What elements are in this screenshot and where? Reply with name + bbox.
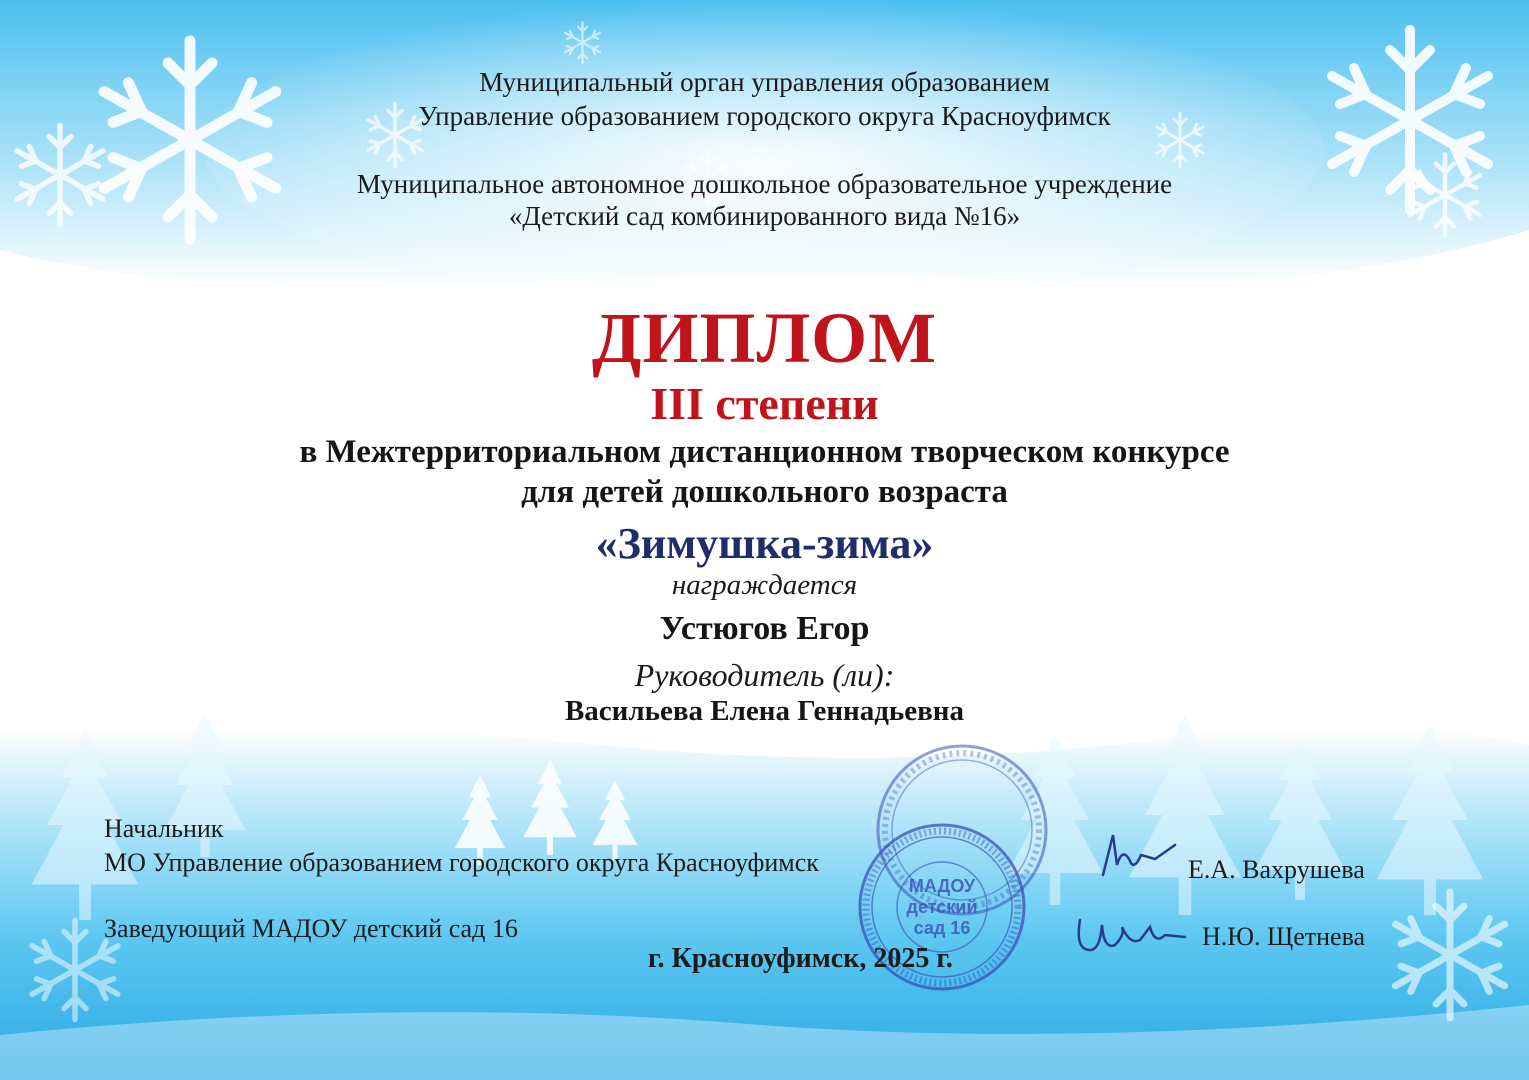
signer2-position: Заведующий МАДОУ детский сад 16 (104, 914, 518, 943)
contest-name: «Зимушка-зима» (595, 519, 934, 568)
handwritten-signature-2 (1070, 905, 1190, 965)
stamp-text-line3: сад 16 (913, 918, 971, 938)
handwritten-signature-1 (1095, 825, 1180, 885)
org-name-line2: Управление образованием городского округа Красноуфимск (418, 101, 1111, 131)
stamp-text-line1: МАДОУ (908, 876, 976, 896)
institution-name-line2: «Детский сад комбинированного вида №16» (508, 201, 1021, 231)
signer2-name: Н.Ю. Щетнева (1202, 922, 1366, 951)
contest-description-line1: в Межтерриториальном дистанционном творческом конкурсе (299, 434, 1230, 470)
bottom-winter-background (0, 705, 1529, 1080)
supervisor-name: Васильева Елена Геннадьевна (564, 695, 965, 727)
top-winter-background (0, 0, 1529, 310)
city-year: г. Красноуфимск, 2025 г. (648, 943, 953, 974)
contest-description-line2: для детей дошкольного возраста (521, 474, 1008, 510)
institution-name-line1: Муниципальное автономное дошкольное образовательное учреждение (356, 169, 1173, 199)
diploma-title: ДИПЛОМ (591, 298, 938, 378)
winner-name: Устюгов Егор (659, 610, 870, 647)
awarded-label: награждается (671, 569, 858, 601)
supervisor-label: Руководитель (ли): (634, 657, 895, 693)
signer1-name: Е.А. Вахрушева (1188, 855, 1365, 884)
stamp-text-line2: детский (906, 897, 978, 917)
diploma-degree: III степени (650, 378, 879, 429)
org-name-line1: Муниципальный орган управления образованием (479, 67, 1050, 97)
signer1-position-line2: МО Управление образованием городского округа Красноуфимск (104, 848, 819, 877)
signer1-position-line1: Начальник (104, 814, 224, 843)
